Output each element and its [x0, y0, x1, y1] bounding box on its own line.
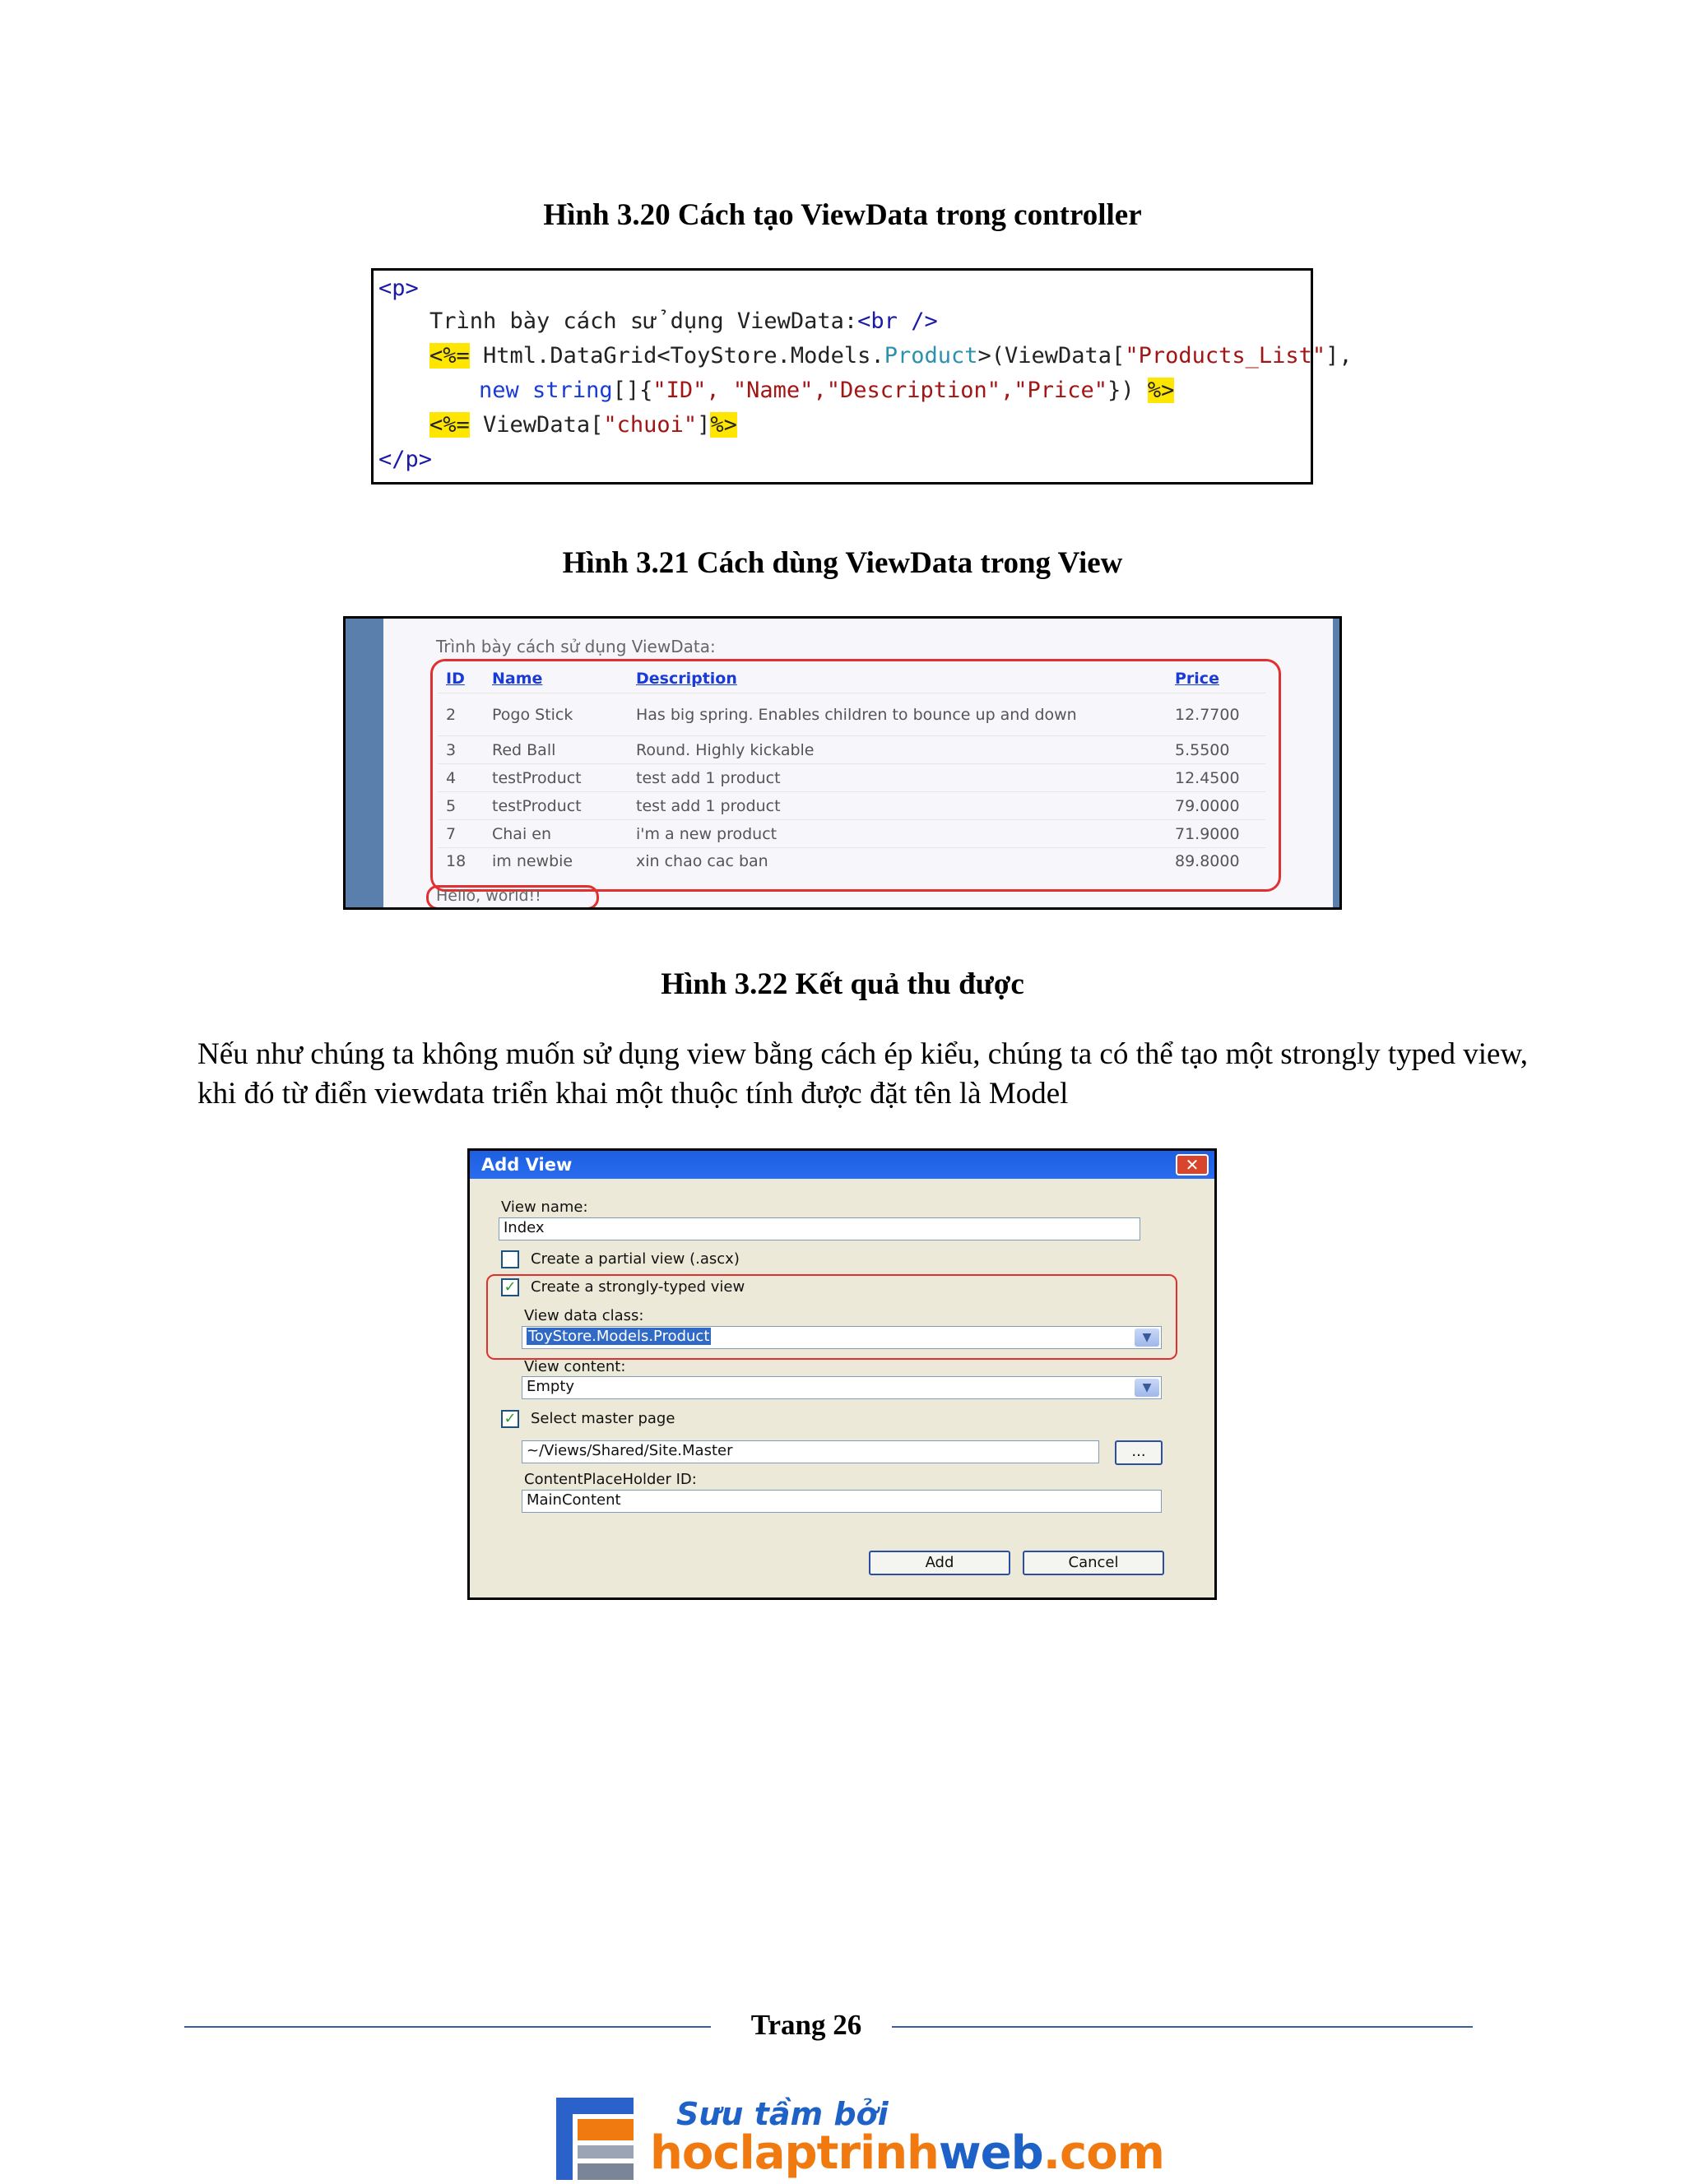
cell-price: 5.5500: [1167, 736, 1265, 764]
code-line-1: Trình bày cách sử dụng ViewData:<br />: [429, 308, 938, 334]
cell-name: Chai en: [484, 820, 628, 848]
strongly-typed-label: Create a strongly-typed view: [531, 1278, 745, 1296]
placeholder-input[interactable]: MainContent: [522, 1490, 1162, 1513]
partial-view-checkbox[interactable]: [501, 1250, 519, 1268]
code-line-2: <%= Html.DataGrid<ToyStore.Models.Product>(ViewData["Products_List"],: [429, 343, 1353, 369]
cell-name: testProduct: [484, 764, 628, 792]
table-row: [438, 792, 1265, 820]
cell-id: 7: [438, 820, 484, 848]
cell-name: testProduct: [484, 792, 628, 820]
cell-description: xin chao cac ban: [628, 848, 1167, 874]
footer-line-left: [184, 2026, 711, 2028]
cell-description: i'm a new product: [628, 820, 1167, 848]
cell-description: Round. Highly kickable: [628, 736, 1167, 764]
result-intro: Trình bày cách sử dụng ViewData:: [436, 637, 716, 656]
chevron-down-icon[interactable]: ▼: [1135, 1328, 1159, 1347]
view-content-label: View content:: [524, 1358, 626, 1375]
figure-caption-3-21: Hình 3.21 Cách dùng ViewData trong View: [562, 546, 1123, 580]
figure-caption-3-20: Hình 3.20 Cách tạo ViewData trong controller: [543, 198, 1142, 232]
col-price-header[interactable]: Price: [1175, 670, 1219, 688]
cell-id: 2: [438, 693, 484, 736]
logo-icon: [556, 2098, 634, 2184]
view-data-class-value: ToyStore.Models.Product: [528, 1328, 710, 1345]
code-line-4: <%= ViewData["chuoi"]%>: [429, 412, 737, 438]
table-row: [438, 820, 1265, 848]
cell-price: 12.7700: [1167, 693, 1265, 736]
table-row: [438, 693, 1265, 736]
page-number: Trang 26: [750, 2009, 862, 2041]
side-strip: [346, 619, 383, 907]
logo-wordmark: hoclaptrinhweb.com: [650, 2126, 1165, 2180]
side-strip-right: [1333, 619, 1339, 907]
close-icon[interactable]: ✕: [1176, 1154, 1209, 1175]
col-id-header[interactable]: ID: [446, 670, 465, 688]
body-paragraph: Nếu như chúng ta không muốn sử dụng view bằng cách ép kiểu, chúng ta có thể tạo một strongly typed view, khi đó từ điển viewdata triển khai một thuộc tính được đặt tên là Model: [197, 1037, 1529, 1111]
view-data-class-select[interactable]: [522, 1326, 1162, 1349]
footer-line-right: [892, 2026, 1473, 2028]
cell-id: 4: [438, 764, 484, 792]
table-row: [438, 764, 1265, 792]
figure-caption-3-22: Hình 3.22 Kết quả thu được: [661, 967, 1024, 1001]
cell-name: Pogo Stick: [484, 693, 628, 736]
cancel-button[interactable]: Cancel: [1023, 1551, 1164, 1575]
dialog-titlebar[interactable]: [470, 1151, 1214, 1179]
logo-tagline: Sưu tầm bởi: [676, 2096, 889, 2132]
cell-description: test add 1 product: [628, 792, 1167, 820]
code-line-p-open: <p>: [378, 276, 419, 301]
cell-description: test add 1 product: [628, 764, 1167, 792]
table-row: [438, 736, 1265, 764]
cell-description: Has big spring. Enables children to bounce up and down: [628, 693, 1167, 736]
cell-id: 18: [438, 848, 484, 874]
master-page-checkbox[interactable]: ✓: [501, 1410, 519, 1428]
view-data-class-label: View data class:: [524, 1307, 644, 1324]
cell-price: 12.4500: [1167, 764, 1265, 792]
view-content-value: Empty: [527, 1378, 575, 1395]
master-page-input[interactable]: ~/Views/Shared/Site.Master: [522, 1440, 1099, 1463]
col-description-header[interactable]: Description: [636, 670, 737, 688]
products-grid: [438, 665, 1265, 874]
dialog-title: Add View: [481, 1155, 573, 1175]
code-screenshot: [371, 268, 1353, 485]
view-content-select[interactable]: [522, 1376, 1162, 1399]
cell-price: 71.9000: [1167, 820, 1265, 848]
view-name-input[interactable]: Index: [499, 1217, 1140, 1240]
col-name-header[interactable]: Name: [492, 670, 543, 688]
cell-id: 3: [438, 736, 484, 764]
code-line-p-close: </p>: [378, 447, 433, 472]
add-button[interactable]: Add: [869, 1551, 1010, 1575]
view-name-label: View name:: [501, 1199, 588, 1216]
cell-price: 79.0000: [1167, 792, 1265, 820]
table-row: [438, 848, 1265, 874]
result-screenshot: [343, 616, 1342, 910]
cell-id: 5: [438, 792, 484, 820]
add-view-dialog: [467, 1148, 1217, 1600]
master-page-label: Select master page: [531, 1410, 675, 1427]
placeholder-label: ContentPlaceHolder ID:: [524, 1471, 697, 1488]
code-line-3: new string[]{"ID", "Name","Description","Price"}) %>: [479, 378, 1175, 403]
hello-text: Hello, world!!: [436, 887, 541, 905]
browse-button[interactable]: ...: [1115, 1440, 1163, 1465]
partial-view-label: Create a partial view (.ascx): [531, 1250, 740, 1268]
cell-name: Red Ball: [484, 736, 628, 764]
cell-name: im newbie: [484, 848, 628, 874]
cell-price: 89.8000: [1167, 848, 1265, 874]
strongly-typed-checkbox[interactable]: ✓: [501, 1278, 519, 1296]
chevron-down-icon[interactable]: ▼: [1135, 1379, 1159, 1397]
